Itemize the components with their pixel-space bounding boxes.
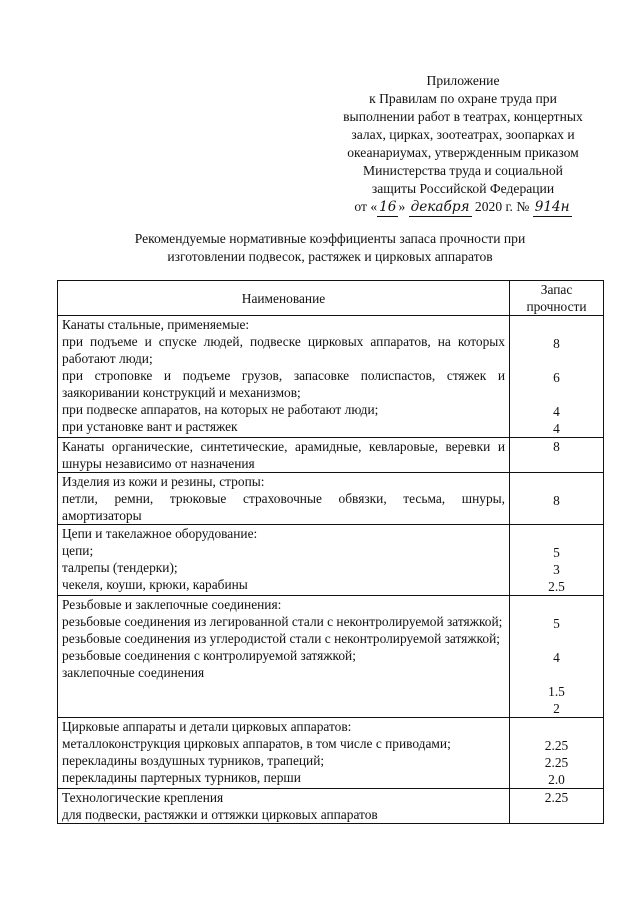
- header-line: выполнении работ в театрах, концертных: [343, 109, 583, 124]
- factor-value: 8: [553, 493, 560, 508]
- table-header-row: [58, 281, 604, 316]
- list-item: при подъеме и спуске людей, подвеске цирковых аппаратов, на которых работают люди;: [62, 334, 505, 366]
- factor-value: 8: [553, 336, 560, 351]
- header-line: океанариумах, утвержденным приказом: [347, 145, 579, 160]
- table-row: [58, 789, 604, 824]
- factor-value: 4: [553, 404, 560, 419]
- factor-value: 2.25: [544, 738, 569, 753]
- list-item: перекладины воздушных турников, трапеций;: [62, 753, 325, 768]
- factor-value: 2.25: [544, 790, 569, 805]
- list-item: при установке вант и растяжек: [62, 419, 238, 434]
- factor-value: 4: [553, 650, 560, 665]
- table-row: [58, 438, 604, 473]
- handwritten-month: декабря: [410, 199, 470, 215]
- table-row: [58, 718, 604, 789]
- list-item: при подвеске аппаратов, на которых не работают люди;: [62, 402, 379, 417]
- group-heading: Канаты стальные, применяемые:: [62, 317, 250, 332]
- factor-value: 6: [553, 370, 560, 385]
- list-item: металлоконструкция цирковых аппаратов, в том числе с приводами;: [62, 736, 451, 751]
- list-item: резьбовые соединения из углеродистой стали с неконтролируемой затяжкой;: [62, 631, 500, 646]
- header-line: Министерства труда и социальной: [363, 163, 563, 178]
- factor-value: 5: [553, 616, 560, 631]
- table-row: [58, 316, 604, 438]
- factor-value: 2.5: [548, 579, 565, 594]
- list-item: для подвески, растяжки и оттяжки цирковых аппаратов: [62, 807, 378, 822]
- order-date-line: от « 16 » декабря 2020 г. № 914н: [354, 199, 570, 215]
- header-line: защиты Российской Федерации: [371, 181, 555, 196]
- handwritten-day: 16: [379, 199, 397, 215]
- appendix-header: [318, 72, 608, 217]
- factor-value: 2.25: [544, 755, 569, 770]
- list-item: при строповке и подъеме грузов, запасовке полиспастов, стяжек и заякоривании конструкций и механизмов;: [62, 368, 505, 400]
- list-item: чекеля, коуши, крюки, карабины: [62, 577, 248, 592]
- group-heading: Резьбовые и заклепочные соединения:: [62, 597, 282, 612]
- table-row: [58, 596, 604, 718]
- table-row: [58, 525, 604, 596]
- document-title: Рекомендуемые нормативные коэффициенты запаса прочности при изготовлении подвесок, растяжек и цирковых аппаратов: [134, 231, 526, 264]
- column-header-factor: Запас прочности: [510, 281, 604, 316]
- group-heading: Цепи и такелажное оборудование:: [62, 526, 258, 541]
- column-header-name: Наименование: [58, 281, 510, 316]
- list-item: резьбовые соединения с контролируемой затяжкой;: [62, 648, 356, 663]
- list-item: перекладины партерных турников, перши: [62, 770, 301, 785]
- list-item: талрепы (тендерки);: [62, 560, 178, 575]
- factor-value: 2: [553, 701, 560, 716]
- header-line: к Правилам по охране труда при: [369, 91, 557, 106]
- factor-value: 3: [553, 562, 560, 577]
- list-item: заклепочные соединения: [62, 665, 205, 680]
- list-item: цепи;: [62, 543, 94, 558]
- group-heading: Канаты органические, синтетические, арамидные, кевларовые, веревки и шнуры независимо от назначения: [62, 439, 505, 471]
- factor-value: 1.5: [548, 684, 565, 699]
- group-heading: Технологические крепления: [62, 790, 224, 805]
- header-line: залах, цирках, зоотеатрах, зоопарках и: [351, 127, 575, 142]
- handwritten-order-number: 914н: [534, 199, 570, 215]
- safety-factor-table: [57, 280, 604, 824]
- table-row: [58, 473, 604, 525]
- factor-value: 4: [553, 421, 560, 436]
- header-line: Приложение: [426, 73, 500, 88]
- list-item: петли, ремни, трюковые страховочные обвязки, тесьма, шнуры, амортизаторы: [62, 491, 505, 523]
- factor-value: 2.0: [548, 772, 565, 787]
- group-heading: Изделия из кожи и резины, стропы:: [62, 474, 265, 489]
- list-item: резьбовые соединения из легированной стали с неконтролируемой затяжкой;: [62, 614, 503, 629]
- factor-value: 5: [553, 545, 560, 560]
- group-heading: Цирковые аппараты и детали цирковых аппаратов:: [62, 719, 352, 734]
- factor-value: 8: [553, 439, 560, 454]
